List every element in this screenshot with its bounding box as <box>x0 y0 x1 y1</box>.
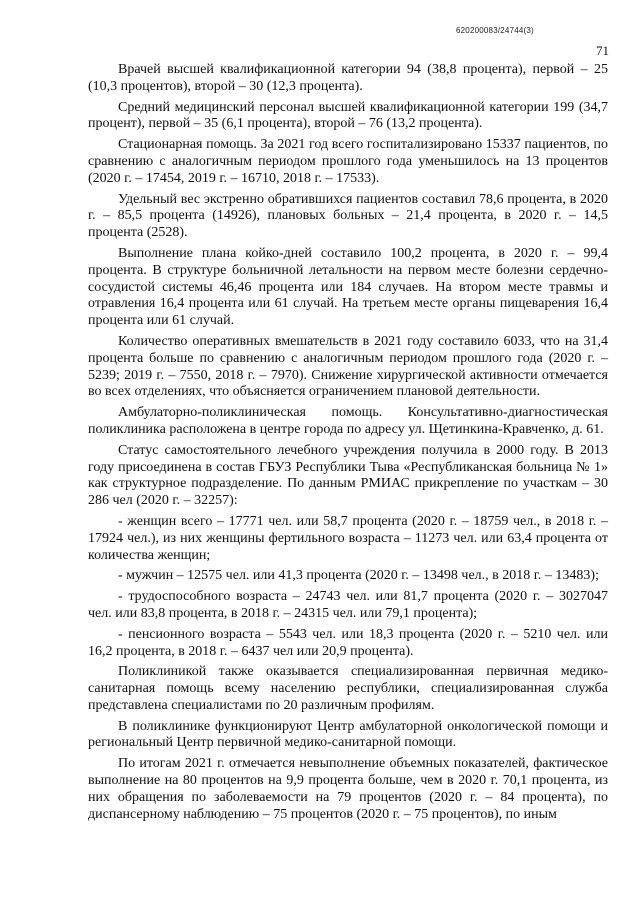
paragraph-emergency-share: Удельный вес экстренно обратившихся пациентов составил 78,6 процента, в 2020 г. – 85,5 процента (14926), плановых больных – 21,4 процента, в 2020 г. – 14,5 процента (2528). <box>88 191 608 241</box>
paragraph-centers: В поликлинике функционируют Центр амбулаторной онкологической помощи и региональный Центр первичной медико-санитарной помощи. <box>88 718 608 751</box>
paragraph-clinic-status: Статус самостоятельного лечебного учреждения получила в 2000 году. В 2013 году присоединена в состав ГБУЗ Республики Тыва «Республиканская больница № 1» как структурное подразделение. По данным РМИАС прикрепление по участкам – 30 286 чел (2020 г. – 32257): <box>88 442 608 509</box>
paragraph-results-2021: По итогам 2021 г. отмечается невыполнение объемных показателей, фактическое выполнение на 80 процентов на 9,9 процента больше, чем в 2020 г. 70,1 процента, из них обращения по заболеваемости на 79 процентов (2020 г. – 84 процента), по диспансерному наблюдению – 75 процентов (2020 г. – 75 процентов), по иным <box>88 756 608 822</box>
paragraph-inpatient-care: Стационарная помощь. За 2021 год всего госпитализировано 15337 пациентов, по сравнению с аналогичным периодом прошлого года уменьшилось на 13 процентов (2020 г. – 17454, 2019 г. – 16710, 2018 г. – 17533). <box>88 137 608 186</box>
paragraph-bed-days: Выполнение плана койко-дней составило 100,2 процента, в 2020 г. – 99,4 процента. В структуре больничной летальности на первом месте болезни сердечно-сосудистой системы 46,46 процента или 184 случаев. На втором месте травмы и отравления 16,4 процента или 61 случай. На третьем месте органы пищеварения 16,4 процента или 61 случай. <box>88 245 608 329</box>
paragraph-specialized-care: Поликлиникой также оказывается специализированная первичная медико-санитарная помощь всему населению республики, специализированная служба представлена специалистами по 20 различным профилям. <box>88 664 608 713</box>
document-code: 620200083/24744(3) <box>456 26 534 35</box>
paragraph-men: - мужчин – 12575 чел. или 41,3 процента (2020 г. – 13498 чел., в 2018 г. – 13483); <box>118 568 599 584</box>
paragraph-pension-age: - пенсионного возраста – 5543 чел. или 18,3 процента (2020 г. – 5210 чел. или 16,2 процента, в 2018 г. – 6437 чел или 20,9 процента). <box>88 626 608 659</box>
document-body <box>88 62 608 827</box>
paragraph-doctors-categories: Врачей высшей квалификационной категории 94 (38,8 процента), первой – 25 (10,3 процентов), второй – 30 (12,3 процента). <box>88 62 608 94</box>
paragraph-outpatient-care: Амбулаторно-поликлиническая помощь. Консультативно-диагностическая поликлиника расположена в центре города по адресу ул. Щетинкина-Кравченко, д. 61. <box>88 405 608 437</box>
paragraph-working-age: - трудоспособного возраста – 24743 чел. или 81,7 процента (2020 г. – 3027047 чел. или 83,8 процента, в 2018 г. – 24315 чел. или 79,1 процента); <box>88 589 608 621</box>
paragraph-women: - женщин всего – 17771 чел. или 58,7 процента (2020 г. – 18759 чел., в 2018 г. – 17924 чел.), из них женщины фертильного возраста – 11273 чел. или 63,4 процента от количества женщин; <box>88 513 608 563</box>
paragraph-surgeries: Количество оперативных вмешательств в 2021 году составило 6033, что на 31,4 процента больше по сравнению с аналогичным периодом прошлого года (2020 г. – 5239; 2019 г. – 7550, 2018 г. – 7970). Снижение хирургической активности отмечается во всех отделениях, что объясняется ограничением плановой деятельности. <box>88 333 608 400</box>
page-number: 71 <box>596 43 609 58</box>
paragraph-nursing-categories: Средний медицинский персонал высшей квалификационной категории 199 (34,7 процент), первой – 35 (6,1 процента), второй – 76 (13,2 процента). <box>88 99 608 132</box>
